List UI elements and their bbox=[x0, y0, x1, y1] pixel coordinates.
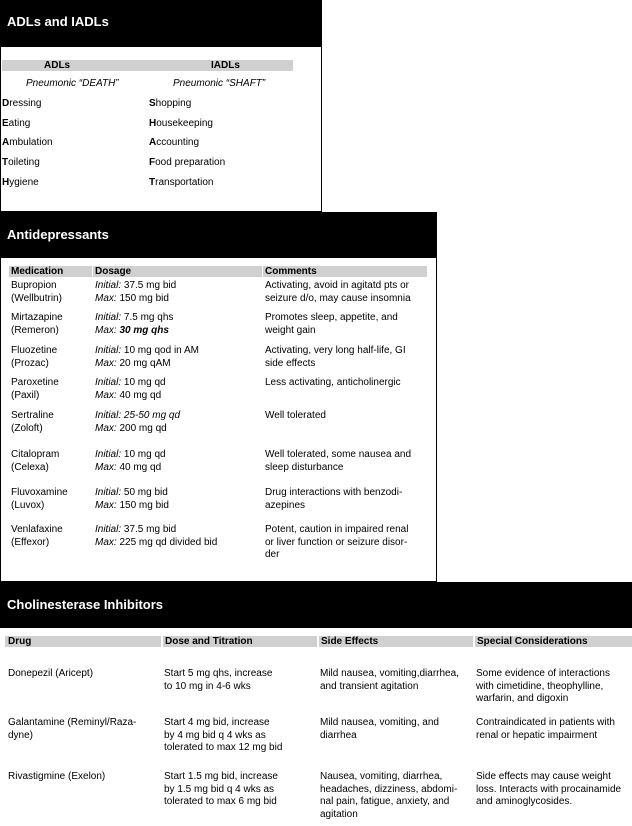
iadl-item-rest: ccounting bbox=[156, 137, 200, 148]
iadl-item bbox=[149, 157, 225, 170]
dosage-initial-value: 7.5 mg qhs bbox=[123, 312, 174, 323]
comments-cell bbox=[265, 524, 408, 562]
dosage-initial-line bbox=[95, 449, 166, 462]
side-effects-line: agitation bbox=[320, 808, 358, 820]
dosage-max-label: Max: bbox=[95, 324, 117, 336]
drug-cell bbox=[8, 771, 105, 784]
comments-cell bbox=[265, 377, 401, 390]
iadl-item-rest: ousekeeping bbox=[156, 118, 213, 129]
comments-line: Promotes sleep, appetite, and bbox=[265, 312, 398, 323]
chol-header-special: Special Considerations bbox=[477, 636, 588, 647]
chol-col-sep-2 bbox=[317, 636, 319, 647]
adl-item bbox=[2, 157, 40, 170]
dosage-max-line bbox=[95, 293, 176, 306]
dose-cell bbox=[164, 771, 278, 809]
dosage-initial-label: Initial: bbox=[95, 487, 122, 498]
dosage-max-label: Max: bbox=[95, 499, 117, 511]
dosage-initial-label: Initial: bbox=[95, 449, 122, 460]
chol-col-sep-1 bbox=[161, 636, 163, 647]
dosage-initial-label: Initial: bbox=[95, 410, 122, 421]
adl-item-initial: D bbox=[2, 98, 10, 109]
comments-line: der bbox=[265, 549, 280, 560]
dosage-initial-line bbox=[95, 312, 173, 325]
special-considerations-cell bbox=[476, 668, 610, 706]
iadl-item-initial: T bbox=[149, 177, 156, 188]
dosage-max-line bbox=[95, 462, 166, 475]
dosage-initial-line bbox=[95, 377, 166, 390]
adl-item-rest: mbulation bbox=[9, 137, 53, 148]
dosage-max-value: 20 mg qAM bbox=[119, 357, 171, 369]
iadl-item-initial: A bbox=[149, 137, 157, 148]
dose-line: tolerated to max 6 mg bid bbox=[164, 796, 277, 807]
dosage-cell bbox=[95, 345, 199, 370]
side-effects-line: and transient agitation bbox=[320, 680, 419, 692]
dosage-initial-line bbox=[95, 487, 169, 500]
side-effects-line: Mild nausea, vomiting,diarrhea, bbox=[320, 668, 459, 679]
comments-line: sleep disturbance bbox=[265, 461, 344, 473]
special-considerations-line: Contraindicated in patients with bbox=[476, 717, 615, 728]
dosage-max-value: 40 mg qd bbox=[119, 389, 162, 401]
drug-line: Donepezil (Aricept) bbox=[8, 668, 94, 679]
antidep-col-sep-1 bbox=[92, 266, 93, 277]
dosage-max-label: Max: bbox=[95, 422, 117, 434]
dosage-initial-value: 10 mg qd bbox=[123, 377, 166, 388]
comments-line: azepines bbox=[265, 499, 306, 511]
comments-line: Activating, very long half-life, GI bbox=[265, 345, 406, 356]
medication-line: Mirtazapine bbox=[11, 312, 63, 323]
side-effects-cell bbox=[320, 771, 457, 821]
medication-line: (Celexa) bbox=[11, 461, 49, 473]
dosage-max-line bbox=[95, 537, 217, 550]
dose-line: Start 1.5 mg bid, increase bbox=[164, 771, 278, 782]
dosage-max-label: Max: bbox=[95, 536, 117, 548]
dosage-cell bbox=[95, 280, 176, 305]
comments-cell bbox=[265, 280, 411, 305]
special-considerations-line: Side effects may cause weight bbox=[476, 771, 611, 782]
dosage-max-label: Max: bbox=[95, 357, 117, 369]
dosage-max-line bbox=[95, 325, 173, 338]
dosage-initial-label: Initial: bbox=[95, 345, 122, 356]
medication-line: Fluozetine bbox=[11, 345, 58, 356]
adl-item bbox=[2, 118, 30, 131]
dosage-max-line bbox=[95, 423, 180, 436]
medication-line: (Prozac) bbox=[11, 357, 49, 369]
adl-item-rest: oileting bbox=[8, 157, 40, 168]
dosage-max-label: Max: bbox=[95, 292, 117, 304]
dosage-cell bbox=[95, 487, 169, 512]
iadl-item bbox=[149, 137, 199, 150]
dosage-cell bbox=[95, 524, 217, 549]
dosage-initial-label: Initial: bbox=[95, 377, 122, 388]
dosage-initial-line bbox=[95, 410, 180, 423]
iadl-mnemonic: Pneumonic “SHAFT” bbox=[173, 78, 266, 89]
dosage-initial-line bbox=[95, 345, 199, 358]
dosage-max-value: 150 mg bid bbox=[119, 292, 169, 304]
dosage-max-label: Max: bbox=[95, 389, 117, 401]
medication-cell bbox=[11, 524, 63, 549]
medication-cell bbox=[11, 410, 54, 435]
medication-line: Sertraline bbox=[11, 410, 54, 421]
adl-item-rest: ressing bbox=[9, 98, 42, 109]
iadl-item-initial: S bbox=[149, 98, 156, 109]
adl-item bbox=[2, 137, 53, 150]
iadl-item-rest: ood preparation bbox=[155, 157, 226, 168]
adl-item-initial: E bbox=[2, 118, 9, 129]
drug-cell bbox=[8, 668, 93, 681]
side-effects-cell bbox=[320, 717, 439, 742]
dosage-cell bbox=[95, 312, 173, 337]
chol-header-side-effects: Side Effects bbox=[321, 636, 379, 647]
comments-line: Well tolerated, some nausea and bbox=[265, 449, 412, 460]
medication-line: Bupropion bbox=[11, 280, 57, 291]
special-considerations-line: Some evidence of interactions bbox=[476, 668, 610, 679]
medication-cell bbox=[11, 345, 57, 370]
dosage-max-value: 40 mg qd bbox=[119, 461, 162, 473]
dose-line: to 10 mg in 4-6 wks bbox=[164, 680, 251, 692]
dosage-cell bbox=[95, 410, 180, 435]
dosage-initial-value: 25-50 mg qd bbox=[123, 410, 181, 421]
iadl-item bbox=[149, 177, 213, 190]
medication-cell bbox=[11, 312, 63, 337]
chol-header-dose: Dose and Titration bbox=[165, 636, 253, 647]
special-considerations-line: warfarin, and digoxin bbox=[476, 693, 569, 704]
dose-line: Start 5 mg qhs, increase bbox=[164, 668, 273, 679]
dosage-initial-label: Initial: bbox=[95, 280, 122, 291]
iadl-item-rest: hopping bbox=[155, 98, 192, 109]
comments-line: Activating, avoid in agitatd pts or bbox=[265, 280, 409, 291]
dosage-max-value: 150 mg bid bbox=[119, 499, 169, 511]
adl-item-rest: ating bbox=[8, 118, 31, 129]
medication-line: Paroxetine bbox=[11, 377, 59, 388]
drug-line: Galantamine (Reminyl/Raza- bbox=[8, 717, 137, 728]
comments-cell bbox=[265, 312, 398, 337]
dosage-initial-line bbox=[95, 524, 217, 537]
medication-cell bbox=[11, 280, 62, 305]
antidep-header-comments: Comments bbox=[265, 266, 317, 277]
comments-line: seizure d/o, may cause insomnia bbox=[265, 292, 411, 304]
medication-line: (Zoloft) bbox=[11, 422, 43, 434]
medication-line: (Effexor) bbox=[11, 536, 50, 548]
drug-cell bbox=[8, 717, 136, 742]
adl-item bbox=[2, 177, 39, 190]
adl-item bbox=[2, 98, 41, 111]
comments-line: weight gain bbox=[265, 324, 316, 336]
comments-line: Well tolerated bbox=[265, 410, 326, 421]
medication-line: (Wellbutrin) bbox=[11, 292, 62, 304]
dosage-initial-label: Initial: bbox=[95, 312, 122, 323]
medication-line: Fluvoxamine bbox=[11, 487, 68, 498]
dosage-max-label: Max: bbox=[95, 461, 117, 473]
iadl-item bbox=[149, 98, 191, 111]
antidep-col-sep-2 bbox=[262, 266, 263, 277]
antidep-header-row bbox=[9, 266, 427, 277]
antidep-header-dosage: Dosage bbox=[95, 266, 132, 277]
adl-col-header: ADLs bbox=[44, 60, 71, 71]
special-considerations-line: loss. Interacts with procainamide bbox=[476, 783, 622, 795]
dosage-initial-value: 50 mg bid bbox=[123, 487, 168, 498]
dosage-initial-value: 10 mg qd bbox=[123, 449, 166, 460]
adl-item-initial: H bbox=[2, 177, 10, 188]
dosage-cell bbox=[95, 377, 166, 402]
dosage-initial-label: Initial: bbox=[95, 524, 122, 535]
side-effects-line: Mild nausea, vomiting, and bbox=[320, 717, 439, 728]
special-considerations-line: and aminoglycosides. bbox=[476, 796, 573, 807]
dosage-max-value: 200 mg qd bbox=[119, 422, 167, 434]
adl-item-initial: A bbox=[2, 137, 10, 148]
adl-mnemonic: Pneumonic “DEATH” bbox=[26, 78, 119, 89]
dose-line: Start 4 mg bid, increase bbox=[164, 717, 270, 728]
medication-cell bbox=[11, 487, 68, 512]
comments-cell bbox=[265, 487, 402, 512]
medication-line: (Remeron) bbox=[11, 324, 59, 336]
dosage-max-value: 225 mg qd divided bid bbox=[119, 536, 218, 548]
drug-line: Rivastigmine (Exelon) bbox=[8, 771, 106, 782]
medication-line: Citalopram bbox=[11, 449, 60, 460]
dosage-cell bbox=[95, 449, 166, 474]
side-effects-line: headaches, dizziness, abdomi- bbox=[320, 783, 458, 795]
side-effects-cell bbox=[320, 668, 459, 693]
dosage-initial-value: 37.5 mg bid bbox=[123, 524, 177, 535]
medication-cell bbox=[11, 377, 59, 402]
medication-line: (Paxil) bbox=[11, 389, 40, 401]
medication-line: Venlafaxine bbox=[11, 524, 63, 535]
dose-cell bbox=[164, 668, 272, 693]
comments-line: Drug interactions with benzodi- bbox=[265, 487, 403, 498]
dosage-initial-value: 10 mg qod in AM bbox=[123, 345, 199, 356]
iadl-item-initial: F bbox=[149, 157, 156, 168]
special-considerations-line: renal or hepatic impairment bbox=[476, 729, 598, 741]
dosage-max-line bbox=[95, 500, 169, 513]
dosage-max-value: 30 mg qhs bbox=[119, 324, 169, 336]
medication-line: (Luvox) bbox=[11, 499, 45, 511]
dosage-initial-line bbox=[95, 280, 176, 293]
special-considerations-cell bbox=[476, 771, 621, 809]
comments-line: side effects bbox=[265, 357, 316, 369]
antidep-header-medication: Medication bbox=[11, 266, 64, 277]
chol-section-title: Cholinesterase Inhibitors bbox=[0, 582, 632, 628]
medication-cell bbox=[11, 449, 59, 474]
adl-item-rest: ygiene bbox=[9, 177, 39, 188]
adl-header-row bbox=[2, 60, 293, 71]
dose-cell bbox=[164, 717, 282, 755]
comments-line: or liver function or seizure disor- bbox=[265, 536, 408, 548]
iadl-item bbox=[149, 118, 213, 131]
drug-line: dyne) bbox=[8, 729, 34, 741]
dose-line: tolerated to max 12 mg bid bbox=[164, 742, 283, 753]
dose-line: by 1.5 mg bid q 4 wks as bbox=[164, 783, 275, 795]
iadl-item-initial: H bbox=[149, 118, 157, 129]
dosage-max-line bbox=[95, 390, 166, 403]
iadl-col-header: IADLs bbox=[211, 60, 240, 71]
chol-header-drug: Drug bbox=[8, 636, 32, 647]
iadl-item-rest: ransportation bbox=[155, 177, 214, 188]
side-effects-line: diarrhea bbox=[320, 729, 357, 741]
adl-section-title: ADLs and IADLs bbox=[0, 0, 322, 47]
side-effects-line: nal pain, fatigue, anxiety, and bbox=[320, 796, 450, 807]
dosage-initial-value: 37.5 mg bid bbox=[123, 280, 177, 291]
antidep-section-title: Antidepressants bbox=[0, 212, 437, 258]
chol-col-sep-3 bbox=[473, 636, 475, 647]
adl-item-initial: T bbox=[2, 157, 9, 168]
comments-cell bbox=[265, 410, 326, 423]
comments-line: Less activating, anticholinergic bbox=[265, 377, 401, 388]
special-considerations-line: with cimetidine, theophylline, bbox=[476, 680, 604, 692]
dosage-max-line bbox=[95, 358, 199, 371]
side-effects-line: Nausea, vomiting, diarrhea, bbox=[320, 771, 443, 782]
comments-line: Potent, caution in impaired renal bbox=[265, 524, 409, 535]
special-considerations-cell bbox=[476, 717, 615, 742]
comments-cell bbox=[265, 449, 411, 474]
dose-line: by 4 mg bid q 4 wks as bbox=[164, 729, 266, 741]
comments-cell bbox=[265, 345, 406, 370]
